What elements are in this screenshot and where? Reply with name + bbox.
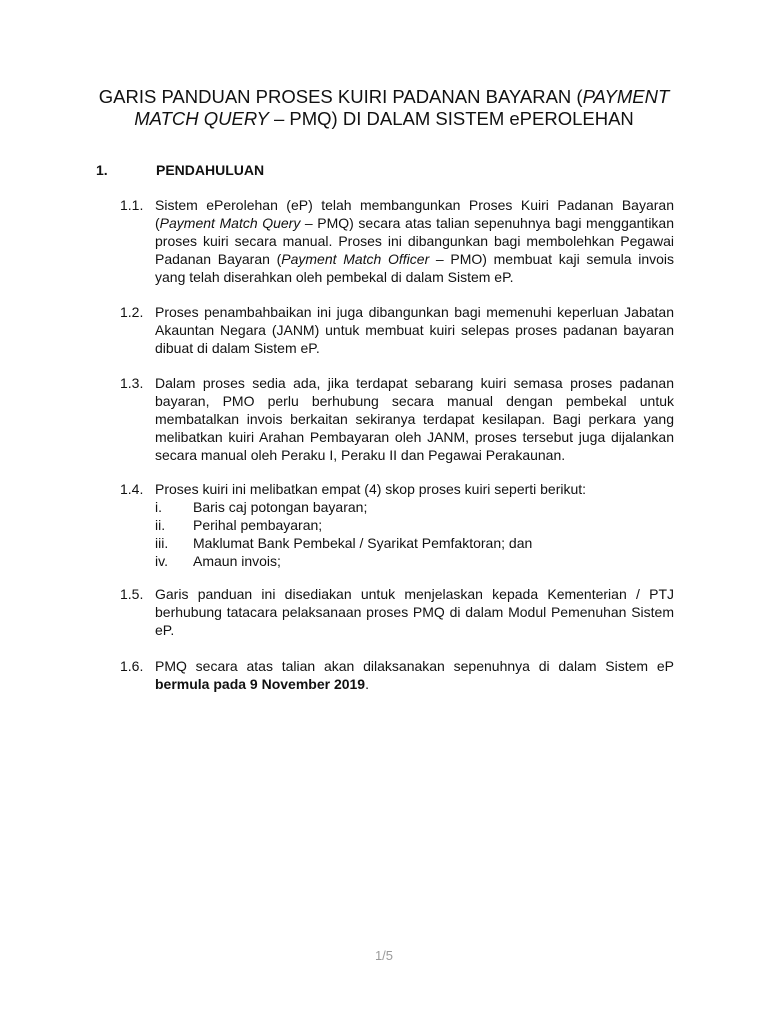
text-run: PMQ secara atas talian akan dilaksanakan sepenuhnya di dalam Sistem eP — [155, 658, 674, 674]
list-marker: iv. — [155, 553, 168, 569]
list-item — [155, 516, 674, 534]
paragraph-number: 1.4. — [120, 481, 144, 497]
text-run: – PMQ) secara atas talian sepenuhnya bagi menggantikan proses kuiri secara manual. Proses ini dibangunkan bagi membolehkan Pegawai Padanan Bayaran ( — [155, 215, 674, 267]
page-number: 1/5 — [374, 948, 394, 963]
scope-list — [155, 498, 674, 570]
list-item — [155, 534, 674, 552]
paragraph-text — [155, 657, 674, 693]
italic-run: Payment Match Query — [159, 215, 301, 231]
paragraph-1-4 — [120, 480, 674, 570]
list-marker: ii. — [155, 517, 166, 533]
list-item — [155, 552, 674, 570]
paragraph-text — [155, 196, 674, 286]
paragraph-text: Dalam proses sedia ada, jika terdapat sebarang kuiri semasa proses padanan bayaran, PMO perlu berhubung secara manual dengan pembekal untuk membatalkan invois berkaitan sekiranya terdapat kesilapan. Bagi perkara yang melibatkan kuiri Arahan Pembayaran oleh JANM, proses tersebut juga dijalankan secara manual oleh Peraku I, Peraku II dan Pegawai Perakaunan. — [155, 375, 674, 463]
paragraph-text: Garis panduan ini disediakan untuk menjelaskan kepada Kementerian / PTJ berhubung tatacara pelaksanaan proses PMQ di dalam Modul Pemenuhan Sistem eP. — [155, 586, 674, 638]
paragraph-number: 1.6. — [120, 658, 144, 674]
title-part: – PMQ) DI DALAM SISTEM ePEROLEHAN — [268, 108, 634, 129]
list-marker: i. — [155, 499, 162, 515]
paragraph-number: 1.3. — [120, 375, 144, 391]
paragraph-number: 1.1. — [120, 197, 144, 213]
text-run: – PMO) membuat kaji semula invois yang telah diserahkan oleh pembekal di dalam Sistem eP. — [155, 251, 674, 285]
section-title: PENDAHULUAN — [156, 162, 265, 178]
text-run: . — [365, 676, 369, 692]
paragraph-text: Proses penambahbaikan ini juga dibangunkan bagi memenuhi keperluan Jabatan Akauntan Negara (JANM) untuk membuat kuiri selepas proses padanan bayaran dibuat di dalam Sistem eP. — [155, 304, 674, 356]
list-item-text: Maklumat Bank Pembekal / Syarikat Pemfaktoran; dan — [193, 535, 533, 551]
title-italic-part: MATCH QUERY — [134, 108, 269, 129]
section-heading — [96, 161, 264, 179]
italic-run: Payment Match Officer — [281, 251, 430, 267]
list-item-text: Baris caj potongan bayaran; — [193, 499, 368, 515]
list-marker: iii. — [155, 535, 169, 551]
paragraph-1-5 — [120, 585, 674, 639]
list-item-text: Perihal pembayaran; — [193, 517, 323, 533]
text-run: Sistem ePerolehan (eP) telah membangunkan Proses Kuiri Padanan Bayaran ( — [155, 197, 674, 231]
paragraph-1-1 — [120, 196, 674, 286]
document-title — [96, 86, 672, 130]
paragraph-number: 1.2. — [120, 304, 144, 320]
title-part: GARIS PANDUAN PROSES KUIRI PADANAN BAYARAN ( — [98, 86, 583, 107]
paragraph-text: Proses kuiri ini melibatkan empat (4) skop proses kuiri seperti berikut: — [155, 481, 587, 497]
list-item — [155, 498, 674, 516]
paragraph-number: 1.5. — [120, 586, 144, 602]
section-number: 1. — [96, 162, 108, 178]
bold-run: bermula pada 9 November 2019 — [155, 676, 366, 692]
paragraph-1-6 — [120, 657, 674, 693]
paragraph-1-3 — [120, 374, 674, 464]
title-italic-part: PAYMENT — [582, 86, 670, 107]
list-item-text: Amaun invois; — [193, 553, 281, 569]
paragraph-1-2 — [120, 303, 674, 357]
